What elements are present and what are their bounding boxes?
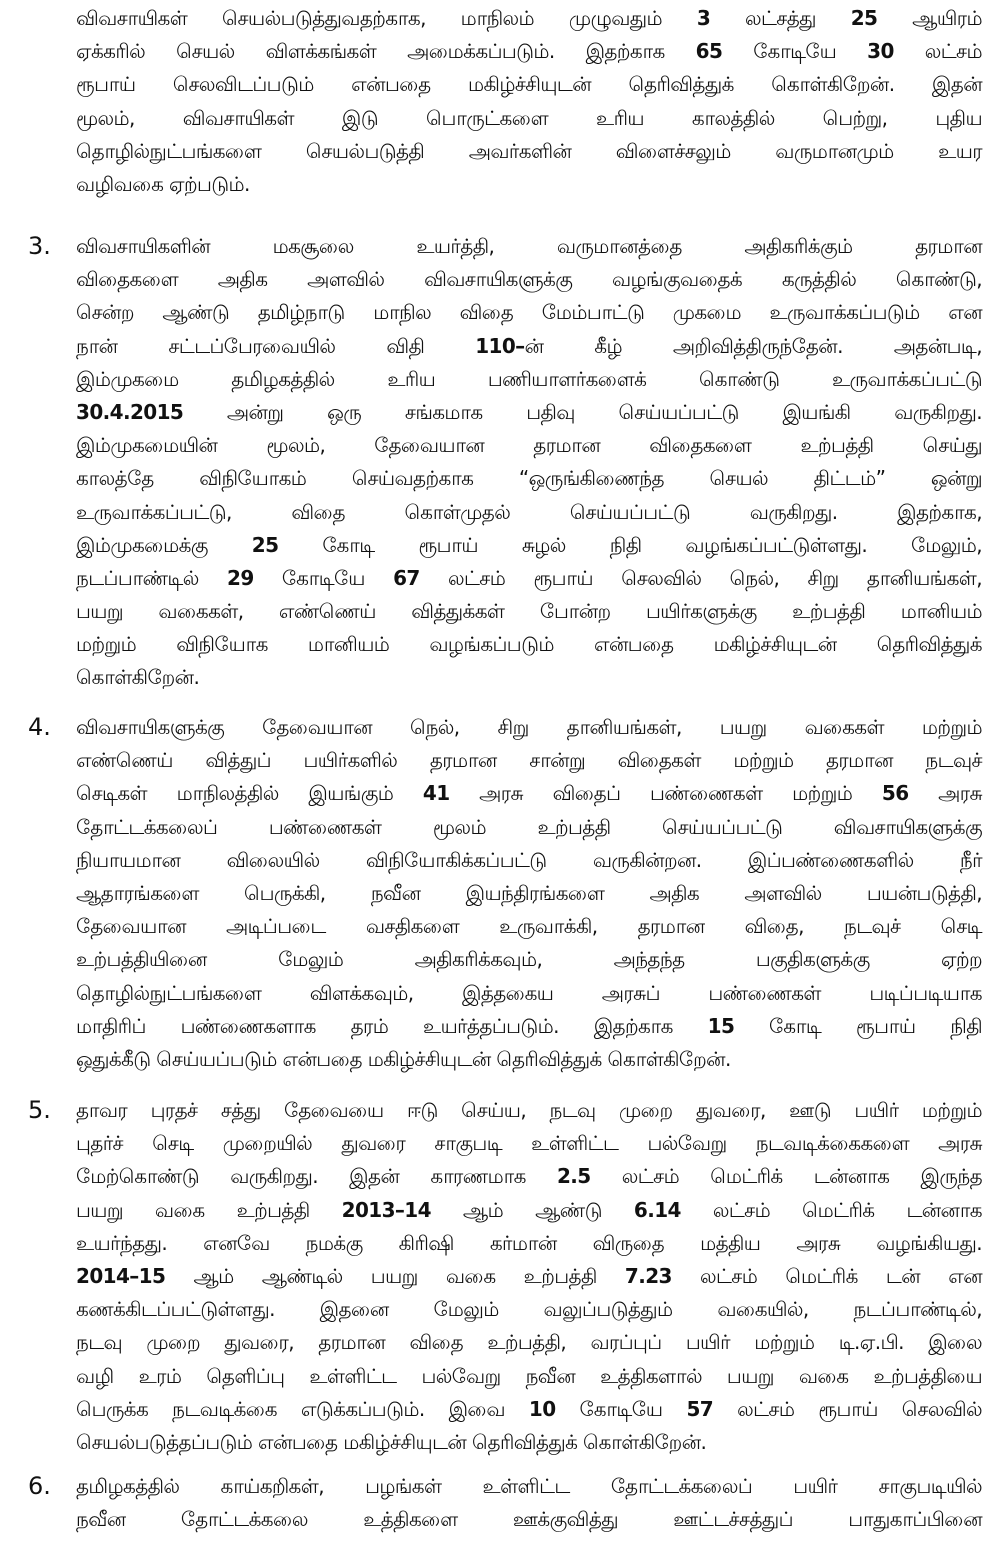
text-line: நவீன தோட்டக்கலை உத்திகளை ஊக்குவித்து ஊட்டச்சத்துப் பாதுகாப்பினை xyxy=(76,1507,982,1532)
text-line: காலத்தே விநியோகம் செய்வதற்காக “ஒருங்கிணைந்த செயல் திட்டம்” ஒன்று xyxy=(76,466,982,491)
text-line: செயல்படுத்தப்படும் என்பதை மகிழ்ச்சியுடன் தெரிவித்துக் கொள்கிறேன். xyxy=(76,1429,707,1454)
text-line: நான் சட்டப்பேரவையில் விதி 110–ன் கீழ் அறிவித்திருந்தேன். அதன்படி, xyxy=(76,333,982,358)
text-line: உருவாக்கப்பட்டு, விதை கொள்முதல் செய்யப்பட்டு வருகிறது. இதற்காக, xyxy=(76,499,982,524)
paragraph-lines xyxy=(76,230,982,695)
text-line: தாவர புரதச் சத்து தேவையை ஈடு செய்ய, நடவு முறை துவரை, ஊடு பயிர் மற்றும் xyxy=(76,1098,982,1122)
text-line: புதர்ச் செடி முறையில் துவரை சாகுபடி உள்ளிட்ட பல்வேறு நடவடிக்கைகளை அரசு xyxy=(76,1131,982,1156)
paragraph-lines xyxy=(76,1094,982,1459)
paragraph-lines xyxy=(76,1470,982,1536)
text-line: நடவு முறை துவரை, தரமான விதை உற்பத்தி, வரப்புப் பயிர் மற்றும் டி.ஏ.பி. இலை xyxy=(76,1330,982,1355)
text-line: கொள்கிறேன். xyxy=(76,665,200,690)
text-line: விதைகளை அதிக அளவில் விவசாயிகளுக்கு வழங்குவதைக் கருத்தில் கொண்டு, xyxy=(76,267,982,292)
paragraph-number: 3. xyxy=(28,232,51,260)
text-line: பயறு வகை உற்பத்தி 2013–14 ஆம் ஆண்டு 6.14 லட்சம் மெட்ரிக் டன்னாக xyxy=(76,1197,982,1222)
paragraph-lines xyxy=(76,2,982,201)
text-line: நியாயமான விலையில் விநியோகிக்கப்பட்டு வருகின்றன. இப்பண்ணைகளில் நீர் xyxy=(76,847,982,872)
text-line: இம்முகமையின் மூலம், தேவையான தரமான விதைகளை உற்பத்தி செய்து xyxy=(76,433,982,458)
text-line: எண்ணெய் வித்துப் பயிர்களில் தரமான சான்று விதைகள் மற்றும் தரமான நடவுச் xyxy=(76,748,982,773)
text-line: உற்பத்தியினை மேலும் அதிகரிக்கவும், அந்தந்த பகுதிகளுக்கு ஏற்ற xyxy=(76,947,982,972)
text-line: இம்முகமை தமிழகத்தில் உரிய பணியாளர்களைக் கொண்டு உருவாக்கப்பட்டு xyxy=(76,366,982,391)
text-line: தோட்டக்கலைப் பண்ணைகள் மூலம் உற்பத்தி செய்யப்பட்டு விவசாயிகளுக்கு xyxy=(76,814,982,839)
text-line: மேற்கொண்டு வருகிறது. இதன் காரணமாக 2.5 லட்சம் மெட்ரிக் டன்னாக இருந்த xyxy=(76,1164,982,1189)
text-line: ஏக்கரில் செயல் விளக்கங்கள் அமைக்கப்படும். இதற்காக 65 கோடியே 30 லட்சம் xyxy=(76,39,983,64)
text-line: வழிவகை ஏற்படும். xyxy=(76,171,250,196)
text-line: பயறு வகைகள், எண்ணெய் வித்துக்கள் போன்ற பயிர்களுக்கு உற்பத்தி மானியம் xyxy=(76,599,982,624)
text-line: விவசாயிகள் செயல்படுத்துவதற்காக, மாநிலம் முழுவதும் 3 லட்சத்து 25 ஆயிரம் xyxy=(76,6,983,30)
text-line: நடப்பாண்டில் 29 கோடியே 67 லட்சம் ரூபாய் செலவில் நெல், சிறு தானியங்கள், xyxy=(76,565,982,590)
text-line: கணக்கிடப்பட்டுள்ளது. இதனை மேலும் வலுப்படுத்தும் வகையில், நடப்பாண்டில், xyxy=(76,1297,982,1322)
text-line: ஆதாரங்களை பெருக்கி, நவீன இயந்திரங்களை அதிக அளவில் பயன்படுத்தி, xyxy=(76,880,982,905)
text-line: பெருக்க நடவடிக்கை எடுக்கப்படும். இவை 10 கோடியே 57 லட்சம் ரூபாய் செலவில் xyxy=(76,1396,982,1421)
text-line: விவசாயிகளின் மகசூலை உயர்த்தி, வருமானத்தை அதிகரிக்கும் தரமான xyxy=(76,234,982,258)
text-line: தேவையான அடிப்படை வசதிகளை உருவாக்கி, தரமான விதை, நடவுச் செடி xyxy=(76,914,982,939)
text-line: சென்ற ஆண்டு தமிழ்நாடு மாநில விதை மேம்பாட்டு முகமை உருவாக்கப்படும் என xyxy=(76,300,982,325)
text-line: உயர்ந்தது. எனவே நமக்கு கிரிஷி கர்மான் விருதை மத்திய அரசு வழங்கியது. xyxy=(76,1230,982,1255)
text-line: ஒதுக்கீடு செய்யப்படும் என்பதை மகிழ்ச்சியுடன் தெரிவித்துக் கொள்கிறேன். xyxy=(76,1046,731,1071)
paragraph-number: 5. xyxy=(28,1096,51,1124)
text-line: விவசாயிகளுக்கு தேவையான நெல், சிறு தானியங்கள், பயறு வகைகள் மற்றும் xyxy=(76,715,982,739)
text-line: தமிழகத்தில் காய்கறிகள், பழங்கள் உள்ளிட்ட தோட்டக்கலைப் பயிர் சாகுபடியில் xyxy=(76,1474,982,1498)
text-line: செடிகள் மாநிலத்தில் இயங்கும் 41 அரசு விதைப் பண்ணைகள் மற்றும் 56 அரசு xyxy=(76,781,982,806)
text-line: இம்முகமைக்கு 25 கோடி ரூபாய் சுழல் நிதி வழங்கப்பட்டுள்ளது. மேலும், xyxy=(76,532,982,557)
text-line: மூலம், விவசாயிகள் இடு பொருட்களை உரிய காலத்தில் பெற்று, புதிய xyxy=(76,105,982,130)
text-line: ரூபாய் செலவிடப்படும் என்பதை மகிழ்ச்சியுடன் தெரிவித்துக் கொள்கிறேன். இதன் xyxy=(76,72,982,97)
text-line: மாதிரிப் பண்ணைகளாக தரம் உயர்த்தப்படும். இதற்காக 15 கோடி ரூபாய் நிதி xyxy=(76,1013,982,1038)
text-line: மற்றும் விநியோக மானியம் வழங்கப்படும் என்பதை மகிழ்ச்சியுடன் தெரிவித்துக் xyxy=(76,632,982,657)
text-line: தொழில்நுட்பங்களை செயல்படுத்தி அவர்களின் விளைச்சலும் வருமானமும் உயர xyxy=(76,138,982,163)
paragraph-lines xyxy=(76,711,982,1076)
text-line: 2014–15 ஆம் ஆண்டில் பயறு வகை உற்பத்தி 7.23 லட்சம் மெட்ரிக் டன் என xyxy=(76,1263,982,1288)
text-line: 30.4.2015 அன்று ஒரு சங்கமாக பதிவு செய்யப்பட்டு இயங்கி வருகிறது. xyxy=(76,399,982,424)
text-line: தொழில்நுட்பங்களை விளக்கவும், இத்தகைய அரசுப் பண்ணைகள் படிப்படியாக xyxy=(76,980,982,1005)
text-line: வழி உரம் தெளிப்பு உள்ளிட்ட பல்வேறு நவீன உத்திகளால் பயறு வகை உற்பத்தியை xyxy=(76,1363,982,1388)
paragraph-number: 6. xyxy=(28,1472,51,1500)
paragraph-number: 4. xyxy=(28,713,51,741)
